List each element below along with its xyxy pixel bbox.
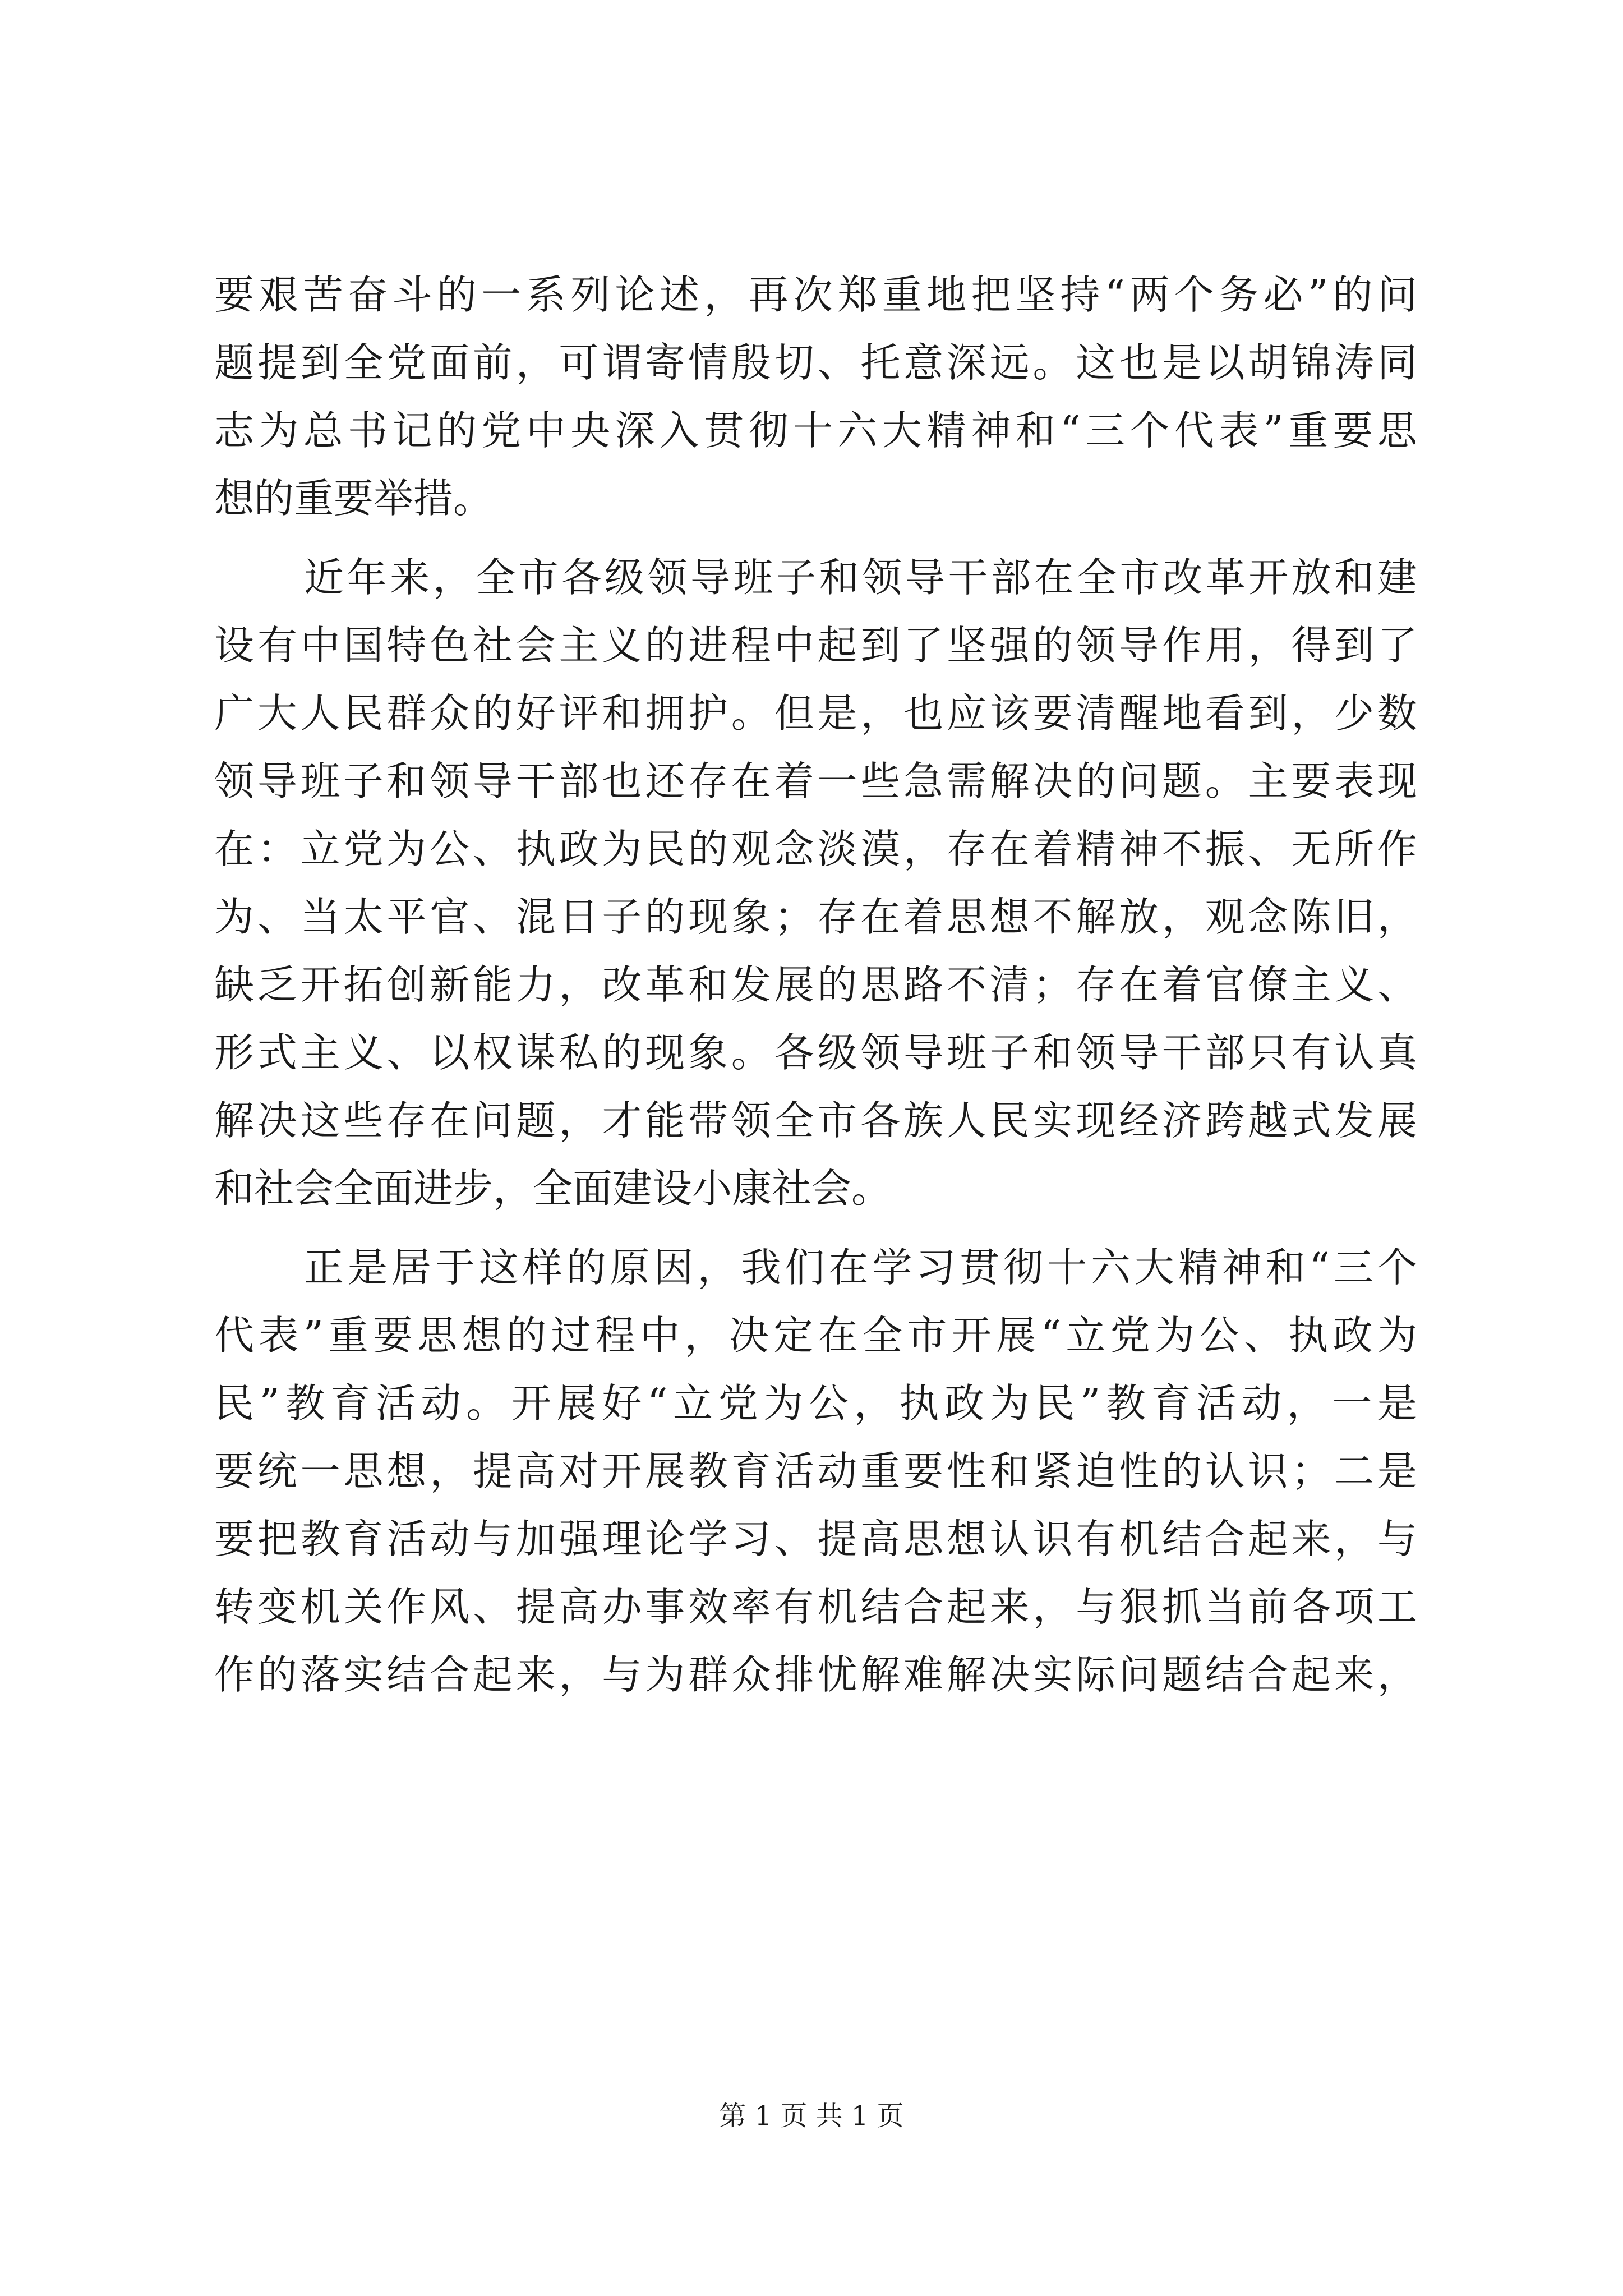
page-footer (0, 2099, 1623, 2133)
text-line: 领导班子和领导干部也还存在着一些急需解决的问题。主要表现 (214, 758, 1417, 804)
text-line: 正是居于这样的原因，我们在学习贯彻十六大精神和“三个 (304, 1244, 1417, 1291)
paragraph-3 (214, 1234, 1417, 1709)
text-line: 作的落实结合起来，与为群众排忧解难解决实际问题结合起来， (214, 1651, 1417, 1698)
text-line: 代表”重要思想的过程中，决定在全市开展“立党为公、执政为 (214, 1312, 1417, 1359)
text-line: 要统一思想，提高对开展教育活动重要性和紧迫性的认识；二是 (214, 1448, 1417, 1494)
text-line: 缺乏开拓创新能力，改革和发展的思路不清；存在着官僚主义、 (214, 961, 1417, 1008)
document-body (214, 261, 1417, 1709)
paragraph-gap (214, 532, 1417, 544)
text-line: 想的重要举措。 (214, 475, 494, 522)
text-line: 要艰苦奋斗的一系列论述，再次郑重地把坚持“两个务必”的问 (214, 272, 1417, 318)
page-number-label: 第 1 页 共 1 页 (719, 2100, 904, 2132)
text-line: 广大人民群众的好评和拥护。但是，也应该要清醒地看到，少数 (214, 690, 1417, 737)
text-line: 志为总书记的党中央深入贯彻十六大精神和“三个代表”重要思 (214, 407, 1417, 454)
text-line: 在：立党为公、执政为民的观念淡漠，存在着精神不振、无所作 (214, 826, 1417, 872)
text-line: 为、当太平官、混日子的现象；存在着思想不解放，观念陈旧， (214, 894, 1417, 940)
text-line: 设有中国特色社会主义的进程中起到了坚强的领导作用，得到了 (214, 622, 1417, 669)
text-line: 民”教育活动。开展好“立党为公，执政为民”教育活动，一是 (214, 1380, 1417, 1427)
text-line: 近年来，全市各级领导班子和领导干部在全市改革开放和建 (304, 554, 1417, 601)
text-line: 和社会全面进步，全面建设小康社会。 (214, 1165, 892, 1212)
text-line: 解决这些存在问题，才能带领全市各族人民实现经济跨越式发展 (214, 1097, 1417, 1144)
text-line: 形式主义、以权谋私的现象。各级领导班子和领导干部只有认真 (214, 1029, 1417, 1076)
paragraph-2 (214, 544, 1417, 1222)
text-line: 题提到全党面前，可谓寄情殷切、托意深远。这也是以胡锦涛同 (214, 339, 1417, 386)
text-line: 要把教育活动与加强理论学习、提高思想认识有机结合起来，与 (214, 1516, 1417, 1562)
paragraph-gap (214, 1222, 1417, 1234)
paragraph-1 (214, 261, 1417, 532)
text-line: 转变机关作风、提高办事效率有机结合起来，与狠抓当前各项工 (214, 1584, 1417, 1630)
